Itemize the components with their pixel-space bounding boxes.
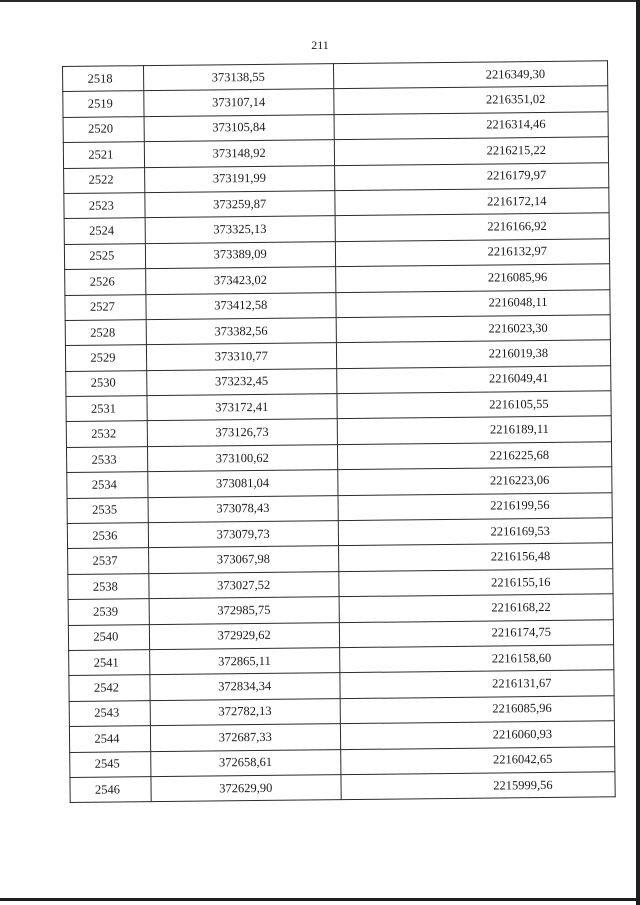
x-coordinate-cell: 373232,45 [147,368,337,395]
x-coordinate-cell: 373079,73 [148,521,338,548]
x-coordinate-cell: 372985,75 [149,597,339,624]
point-number-cell: 2529 [65,345,146,371]
y-coordinate-cell: 2216060,93 [340,721,615,749]
y-coordinate-cell: 2216048,11 [335,289,610,317]
point-number-cell: 2534 [67,472,148,498]
point-number-cell: 2518 [63,66,144,92]
y-coordinate-cell: 2215999,56 [341,772,616,800]
y-coordinate-cell: 2216172,14 [334,188,609,216]
point-number-cell: 2542 [69,675,150,701]
point-number-cell: 2526 [65,269,146,295]
point-number-cell: 2540 [68,624,149,650]
y-coordinate-cell: 2216351,02 [333,86,608,114]
x-coordinate-cell: 373389,09 [145,241,335,268]
point-number-cell: 2536 [67,523,148,549]
y-coordinate-cell: 2216215,22 [334,137,609,165]
x-coordinate-cell: 373412,58 [146,292,336,319]
y-coordinate-cell: 2216166,92 [335,213,610,241]
x-coordinate-cell: 373325,13 [145,216,335,243]
point-number-cell: 2545 [70,751,151,777]
x-coordinate-cell: 373027,52 [149,571,339,598]
point-number-cell: 2528 [65,320,146,346]
point-number-cell: 2522 [64,167,145,193]
x-coordinate-cell: 373423,02 [145,267,335,294]
scan-edge-bottom [0,898,640,901]
y-coordinate-cell: 2216049,41 [336,365,611,393]
y-coordinate-cell: 2216155,16 [338,569,613,597]
point-number-cell: 2527 [65,294,146,320]
y-coordinate-cell: 2216179,97 [334,162,609,190]
x-coordinate-cell: 372865,11 [149,648,339,675]
y-coordinate-cell: 2216189,11 [337,416,612,444]
y-coordinate-cell: 2216169,53 [338,518,613,546]
point-number-cell: 2546 [70,777,151,803]
page-number: 211 [311,38,329,52]
x-coordinate-cell: 372782,13 [150,698,340,725]
scan-edge-right [636,0,640,905]
y-coordinate-cell: 2216085,96 [335,264,610,292]
x-coordinate-cell: 373126,73 [147,419,337,446]
y-coordinate-cell: 2216349,30 [333,61,608,89]
point-number-cell: 2537 [68,548,149,574]
y-coordinate-cell: 2216019,38 [336,340,611,368]
point-number-cell: 2543 [69,700,150,726]
x-coordinate-cell: 373078,43 [148,495,338,522]
y-coordinate-cell: 2216042,65 [340,746,615,774]
y-coordinate-cell: 2216199,56 [338,492,613,520]
x-coordinate-cell: 373067,98 [148,546,338,573]
y-coordinate-cell: 2216225,68 [337,442,612,470]
point-number-cell: 2532 [66,421,147,447]
point-number-cell: 2538 [68,573,149,599]
y-coordinate-cell: 2216132,97 [335,239,610,267]
y-coordinate-cell: 2216223,06 [337,467,612,495]
point-number-cell: 2521 [63,142,144,168]
point-number-cell: 2524 [64,218,145,244]
coordinates-table [62,60,616,803]
y-coordinate-cell: 2216168,22 [339,594,614,622]
y-coordinate-cell: 2216158,60 [339,645,614,673]
point-number-cell: 2541 [69,650,150,676]
table-row [70,772,615,803]
x-coordinate-cell: 373259,87 [145,191,335,218]
x-coordinate-cell: 373191,99 [144,165,334,192]
point-number-cell: 2535 [67,497,148,523]
x-coordinate-cell: 373081,04 [148,470,338,497]
point-number-cell: 2531 [66,396,147,422]
x-coordinate-cell: 373138,55 [143,64,333,91]
point-number-cell: 2533 [66,446,147,472]
point-number-cell: 2523 [64,193,145,219]
point-number-cell: 2519 [63,91,144,117]
x-coordinate-cell: 373105,84 [144,114,334,141]
y-coordinate-cell: 2216023,30 [336,315,611,343]
y-coordinate-cell: 2216131,67 [339,670,614,698]
y-coordinate-cell: 2216174,75 [339,619,614,647]
y-coordinate-cell: 2216314,46 [334,112,609,140]
y-coordinate-cell: 2216156,48 [338,543,613,571]
point-number-cell: 2539 [68,599,149,625]
y-coordinate-cell: 2216085,96 [340,696,615,724]
x-coordinate-cell: 372687,33 [150,724,340,751]
scan-edge-top [0,0,640,2]
point-number-cell: 2525 [64,243,145,269]
x-coordinate-cell: 373172,41 [147,394,337,421]
x-coordinate-cell: 372658,61 [151,749,341,776]
x-coordinate-cell: 372629,90 [151,775,341,802]
point-number-cell: 2520 [63,116,144,142]
x-coordinate-cell: 373148,92 [144,140,334,167]
point-number-cell: 2530 [66,370,147,396]
coordinates-table-body [63,61,616,803]
x-coordinate-cell: 372834,34 [150,673,340,700]
x-coordinate-cell: 373107,14 [144,89,334,116]
y-coordinate-cell: 2216105,55 [337,391,612,419]
point-number-cell: 2544 [69,726,150,752]
x-coordinate-cell: 373310,77 [146,343,336,370]
x-coordinate-cell: 373100,62 [147,444,337,471]
x-coordinate-cell: 372929,62 [149,622,339,649]
x-coordinate-cell: 373382,56 [146,318,336,345]
